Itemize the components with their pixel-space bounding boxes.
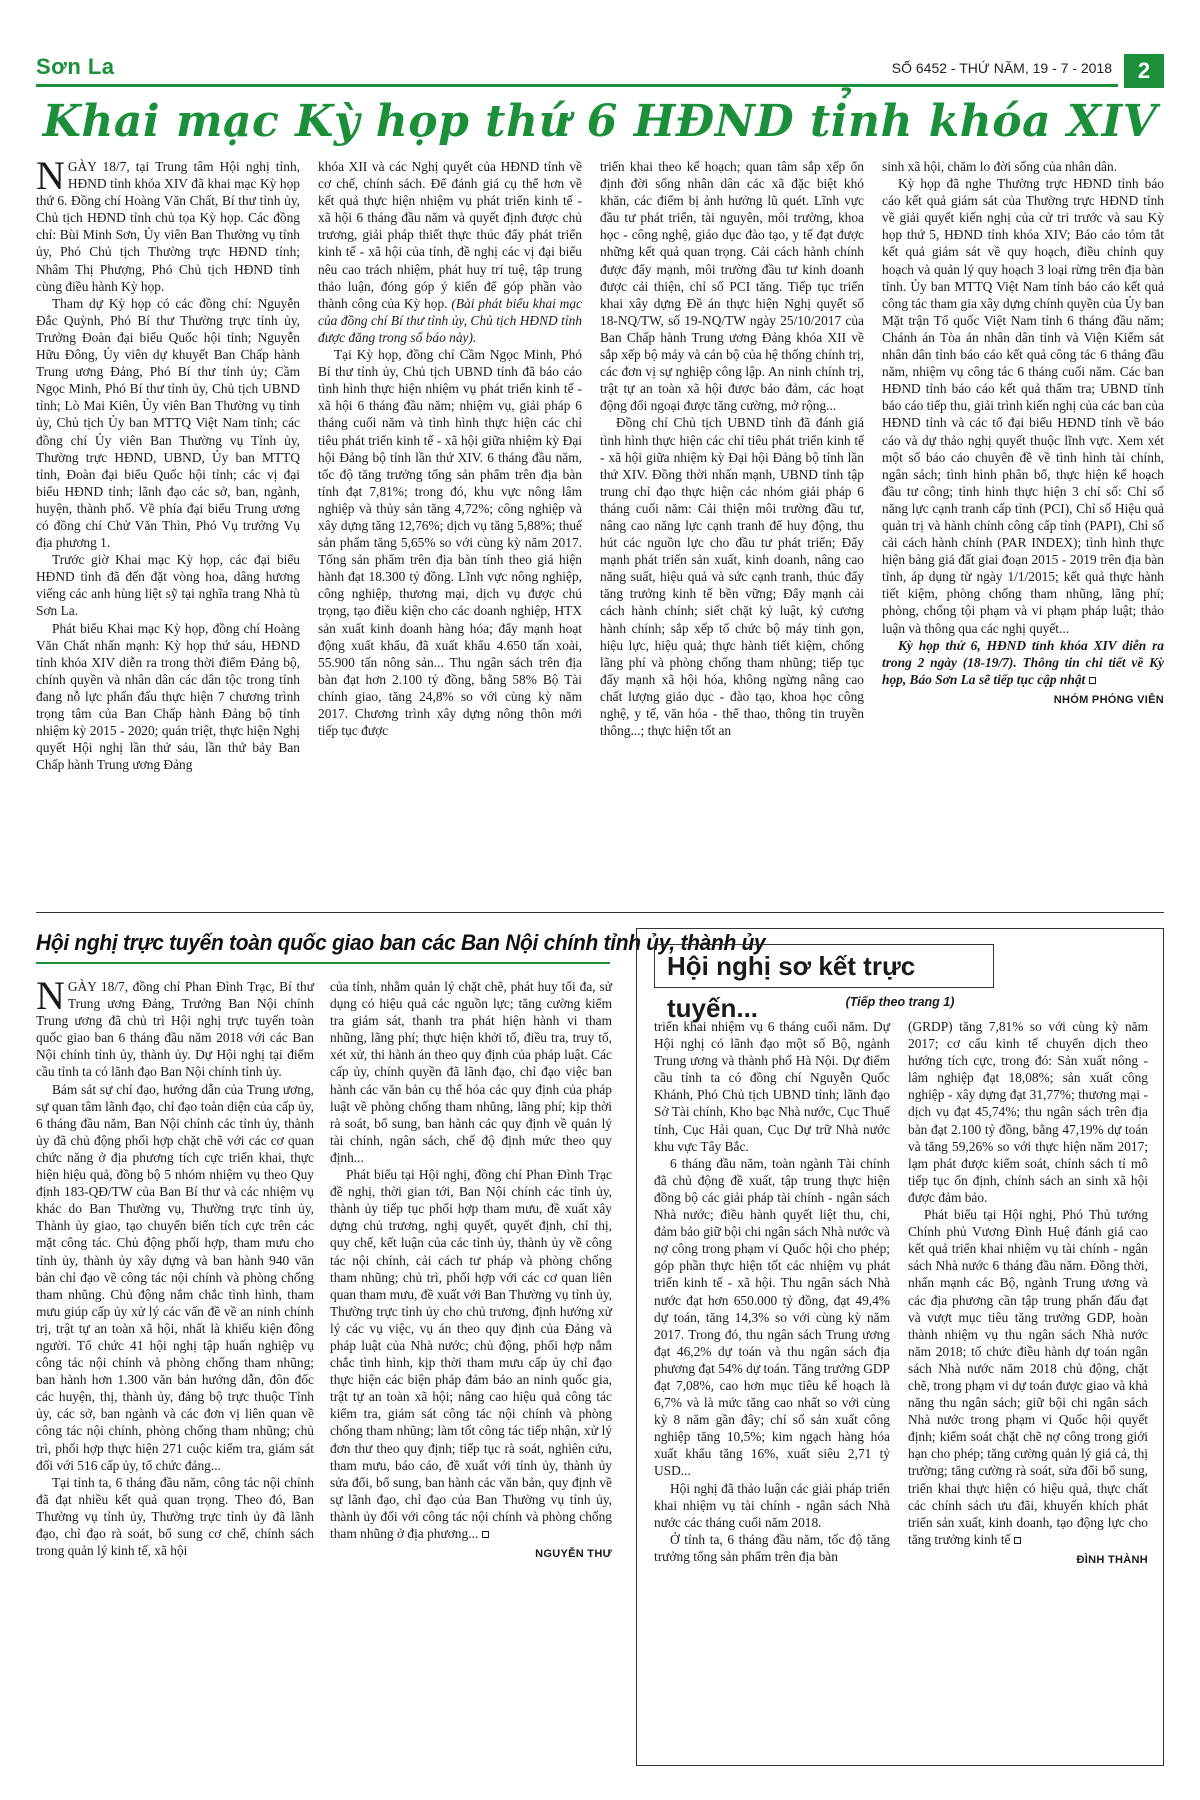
- article3-column-2: [908, 1018, 1148, 1569]
- continued-note: (Tiếp theo trang 1): [845, 995, 955, 1009]
- masthead: [36, 54, 1164, 88]
- section-divider: [36, 912, 1164, 913]
- article3-headline: Hội nghị sơ kết trực tuyến...: [654, 944, 994, 988]
- article1-headline: Khai mạc Kỳ họp thứ 6 HĐND tỉnh khóa XIV: [42, 96, 1158, 147]
- paragraph: Phát biểu tại Hội nghị, đồng chí Phan Đình Trạc đề nghị, thời gian tới, Ban Nội chính các tỉnh ủy, thành ủy tiếp tục phối hợp tham mưu, đề xuất xây dựng chủ trương, nghị quyết, quyết định, chỉ thị, quy chế, kết luận của các tỉnh ủy, thành ủy về công tác nội chính, cải cách tư pháp và phòng chống tham nhũng; chủ trì, phối hợp với các cơ quan liên quan tham mưu, đề xuất với Ban Thường vụ tỉnh ủy, Thường trực tỉnh ủy cho chủ trương, định hướng xử lý các vụ việc, vụ án theo quy định của Đảng và pháp luật của Nhà nước; chủ động, phối hợp nắm chắc tình hình, kịp thời tham mưu cấp ủy chỉ đạo thực hiện các biện pháp đảm bảo an ninh quốc gia, trật tự an toàn xã hội; nâng cao hiệu quả công tác kiểm tra, giám sát công tác nội chính và phòng chống tham nhũng; làm tốt công tác tiếp nhận, xử lý đơn thư theo quy định; tiếp tục rà soát, nghiên cứu, tham mưu, báo cáo, đề xuất với tỉnh ủy, thành ủy sửa đổi, bổ sung, ban hành các văn bản, quy định về sự lãnh đạo, chỉ đạo của Ban Thường vụ tỉnh ủy, thành ủy đối với công tác nội chính và phòng chống tham nhũng ở địa phương...: [330, 1167, 612, 1541]
- paragraph: triển khai theo kế hoạch; quan tâm sắp xếp ổn định đời sống nhân dân các xã đặc biệt khó khăn, các điểm bị ảnh hưởng lũ quét. Lĩnh vực đầu tư phát triển, tài nguyên, môi trường, khoa học - công nghệ, giáo dục đào tạo, y tế đạt được những kết quả quan trọng. Cải cách hành chính được đẩy mạnh, môi trường đầu tư kinh doanh được cải thiện, chỉ số PCI tăng. Tiếp tục triển khai xây dựng Đề án thực hiện Nghị quyết số 18-NQ/TW, số 19-NQ/TW ngày 25/10/2017 của Ban Chấp hành Trung ương Đảng khóa XII về sắp xếp bộ máy và cán bộ của hệ thống chính trị, các đơn vị sự nghiệp công lập. An ninh chính trị, trật tự an toàn xã hội được bảo đảm, các hoạt động đối ngoại được tăng cường, mở rộng...: [600, 159, 864, 414]
- article2-headline: Hội nghị trực tuyến toàn quốc giao ban các Ban Nội chính tỉnh ủy, thành ủy: [36, 930, 766, 955]
- closing-note: Kỳ họp thứ 6, HĐND tỉnh khóa XIV diễn ra trong 2 ngày (18-19/7). Thông tin chi tiết về Kỳ họp, Báo Sơn La sẽ tiếp tục cập nhật: [882, 637, 1164, 687]
- issue-info: SỐ 6452 - THỨ NĂM, 19 - 7 - 2018: [891, 60, 1112, 76]
- article1-column-3: [600, 158, 864, 739]
- paragraph: Hội nghị đã thảo luận các giải pháp triển khai nhiệm vụ tài chính - ngân sách Nhà nước các tháng cuối năm 2018.: [654, 1480, 890, 1530]
- end-mark-icon: [1014, 1537, 1021, 1544]
- article2-column-2: [330, 978, 612, 1563]
- paragraph: Trước giờ Khai mạc Kỳ họp, các đại biểu HĐND tỉnh đã đến đặt vòng hoa, dâng hương viếng các anh hùng liệt sỹ tại nghĩa trang Nhà tù Sơn La.: [36, 552, 300, 619]
- byline: NGUYỄN THƯ: [535, 1548, 612, 1561]
- paragraph: triển khai nhiệm vụ 6 tháng cuối năm. Dự Hội nghị có lãnh đạo một số Bộ, ngành Trung ương và thành phố Hà Nội. Dự điểm cầu tỉnh ta có đồng chí Nguyễn Quốc Khánh, Phó Chủ tịch UBND tỉnh; lãnh đạo Sở Tài chính, Kho bạc Nhà nước, Cục Thuế tỉnh, Cục Hải quan, Cục Dự trữ Nhà nước khu vực Tây Bắc.: [654, 1019, 890, 1154]
- byline: ĐÌNH THÀNH: [1076, 1553, 1148, 1566]
- paragraph: GÀY 18/7, tại Trung tâm Hội nghị tỉnh, HĐND tỉnh khóa XIV đã khai mạc Kỳ họp thứ 6. Đồng chí Hoàng Văn Chất, Bí thư tỉnh ủy, Chủ tịch HĐND tỉnh chủ tọa Kỳ họp. Các đồng chí: Bùi Minh Sơn, Ủy viên Ban Thường vụ tỉnh ủy, Phó Chủ tịch Thường trực HĐND tỉnh; Nhâm Thị Phượng, Phó Chủ tịch HĐND tỉnh cùng điều hành Kỳ họp.: [36, 159, 300, 294]
- masthead-rule: [36, 84, 1118, 87]
- paragraph: GÀY 18/7, đồng chí Phan Đình Trạc, Bí thư Trung ương Đảng, Trưởng Ban Nội chính Trung ương đã chủ trì Hội nghị trực tuyến toàn quốc giao ban 6 tháng đầu năm 2018 với các Ban Nội chính tỉnh ủy, thành ủy. Dự Hội nghị tại điểm cầu tỉnh ta có lãnh đạo Ban Nội chính tỉnh ủy.: [36, 979, 314, 1080]
- paragraph: (GRDP) tăng 7,81% so với cùng kỳ năm 2017; cơ cấu kinh tế chuyển dịch theo hướng tích cực, trong đó: Sản xuất nông - lâm nghiệp đạt 18,08%; sản xuất công nghiệp - xây dựng đạt 31,77%; thương mại - dịch vụ đạt 45,74%; thu ngân sách trên địa bàn đạt 2.100 tỷ đồng, bằng 47,19% dự toán và tăng 59,26% so với thực hiện năm 2017; lạm phát được kiểm soát, chính sách tỉ mô tiếp tục ổn định, chính sách an sinh xã hội được đảm bảo.: [908, 1019, 1148, 1205]
- paragraph: Đồng chí Chủ tịch UBND tỉnh đã đánh giá tình hình thực hiện các chỉ tiêu phát triển kinh tế - xã hội giữa nhiệm kỳ Đại hội Đảng bộ tỉnh lần thứ XIV. Đồng thời nhấn mạnh, UBND tỉnh tập trung chỉ đạo thực hiện các nhóm giải pháp 6 tháng cuối năm: Cải thiện môi trường đầu tư, nâng cao năng lực cạnh tranh để huy động, thu hút các nguồn lực cho đầu tư phát triển; Đẩy mạnh phát triển sản xuất, kinh doanh, nâng cao năng suất, hiệu quả và sức cạnh tranh, thúc đẩy tăng trưởng kinh tế bền vững; Đẩy mạnh cải cách hành chính; siết chặt kỷ luật, kỷ cương hành chính; sắp xếp tổ chức bộ máy tinh gọn, hiệu lực, hiệu quả; thực hành tiết kiệm, chống lãng phí và phòng chống tham nhũng; tiếp tục đẩy mạnh xã hội hóa, không ngừng nâng cao chất lượng giáo dục - đào tạo, khoa học công nghệ, y tế, văn hóa - thể thao, thông tin truyền thông...; thực hiện tốt an: [600, 415, 864, 739]
- headline-underline: [36, 962, 610, 964]
- paragraph: khóa XII và các Nghị quyết của HĐND tỉnh về cơ chế, chính sách. Để đánh giá cụ thể hơn về kết quả thực hiện nhiệm vụ phát triển kinh tế - xã hội 6 tháng đầu năm và quyết định được chủ trương, giải pháp thiết thực thúc đẩy phát triển kinh tế - xã hội của tỉnh, đề nghị các vị đại biểu nêu cao trách nhiệm, phát huy trí tuệ, tập trung thảo luận, đóng góp ý kiến để góp phần vào thành công của Kỳ họp.: [318, 159, 582, 311]
- page-number: 2: [1124, 54, 1164, 88]
- paragraph: Kỳ họp đã nghe Thường trực HĐND tỉnh báo cáo kết quả giám sát của Thường trực HĐND tỉnh về giải quyết kiến nghị của cử tri trước và sau Kỳ họp thứ 5, HĐND tỉnh khóa XIV; Báo cáo tóm tắt kết quả giám sát về quy hoạch, điều chỉnh quy hoạch và quản lý quy hoạch 3 loại rừng trên địa bàn tỉnh. Ủy ban MTTQ Việt Nam tỉnh báo cáo kết quả công tác tham gia xây dựng chính quyền của Ủy ban Mặt trận Tổ quốc Việt Nam tỉnh 6 tháng đầu năm; Chánh án Tòa án nhân dân tỉnh và Viện Kiểm sát nhân dân tỉnh báo cáo kết quả công tác 6 tháng đầu năm, nhiệm vụ công tác 6 tháng cuối năm. Các ban HĐND tỉnh báo cáo kết quả thẩm tra; UBND tỉnh báo cáo tiếp thu, giải trình kiến nghị của các ban của HĐND tỉnh và các tổ đại biểu HĐND tỉnh về báo cáo và dự thảo nghị quyết thuộc lĩnh vực. Xem xét một số báo cáo chuyên đề về tình hình tài chính, ngân sách; tình hình phân bổ, thực hiện kế hoạch đầu tư công; tình hình thực hiện 3 chỉ số: Chỉ số năng lực cạnh tranh cấp tỉnh (PCI), Chỉ số Hiệu quả quản trị và hành chính công cấp tỉnh (PAPI), Chỉ số cải cách hành chính (PAR INDEX); tình hình thực hiện bảng giá đất giai đoạn 2015 - 2019 trên địa bàn tỉnh, áp dụng từ ngày 1/1/2015; kết quả thực hành tiết kiệm, phòng chống tham nhũng, lãng phí; phòng, chống tội phạm và vi phạm pháp luật; thảo luận và thông qua các nghị quyết...: [882, 176, 1164, 636]
- article2-column-1: [36, 973, 314, 1559]
- paragraph: Tại Kỳ họp, đồng chí Cầm Ngọc Minh, Phó Bí thư tỉnh ủy, Chủ tịch UBND tỉnh đã báo cáo tình hình thực hiện nhiệm vụ phát triển kinh tế - xã hội 6 tháng đầu năm; nhiệm vụ, giải pháp 6 tháng cuối năm và tình hình thực hiện các chỉ tiêu phát triển kinh tế - xã hội giữa nhiệm kỳ Đại hội Đảng bộ tỉnh lần thứ XIV. 6 tháng đầu năm, tốc độ tăng trưởng tổng sản phẩm trên địa bàn tỉnh đạt 7,81%; trong đó, khu vực nông lâm nghiệp và thủy sản tăng 4,72%; công nghiệp và xây dựng tăng 12,76%; dịch vụ tăng 5,88%; thuế sản phẩm tăng 5,65% so với cùng kỳ năm 2017. Tổng sản phẩm trên địa bàn tính theo giá hiện hành đạt 18.300 tỷ đồng. Lĩnh vực nông nghiệp, công nghiệp, thương mại, dịch vụ được chú trọng, tạo điều kiện cho các doanh nghiệp, HTX sản xuất kinh doanh hàng hóa; đẩy mạnh hoạt động xuất khẩu, đã xuất khẩu 4.650 tấn xoài, 55.900 tấn nông sản... Thu ngân sách trên địa bàn đạt hơn 2.100 tỷ đồng, bằng 58% Bộ Tài chính giao, tăng 24,8% so với cùng kỳ năm 2017. Chương trình xây dựng nông thôn mới tiếp tục được: [318, 347, 582, 739]
- byline: NHÓM PHÓNG VIÊN: [1053, 693, 1164, 706]
- article1-column-1: [36, 153, 300, 773]
- paragraph: Tham dự Kỳ họp có các đồng chí: Nguyễn Đắc Quỳnh, Phó Bí thư Thường trực tỉnh ủy, Trưởng Đoàn đại biểu Quốc hội tỉnh; Nguyễn Hữu Đông, Ủy viên dự khuyết Ban Chấp hành Trung ương Đảng, Phó Bí thư tỉnh ủy; Cầm Ngọc Minh, Phó Bí thư tỉnh ủy, Chủ tịch UBND tỉnh; Lò Mai Kiên, Ủy viên Ban Thường vụ tỉnh ủy, Chủ tịch Ủy ban MTTQ Việt Nam tỉnh; các đồng chí Ủy viên Ban Thường vụ Tỉnh ủy, Thường trực HĐND, UBND, Ủy ban MTTQ tỉnh, Đoàn đại biểu Quốc hội tỉnh; các vị đại biểu HĐND tỉnh; lãnh đạo các sở, ban, ngành, huyện, thành phố. Về phía đại biểu Trung ương có đồng chí Chử Văn Thìn, Phó Vụ trưởng Vụ địa phương 1.: [36, 295, 300, 551]
- article1-column-2: [318, 158, 582, 739]
- newspaper-brand: Sơn La: [36, 54, 115, 79]
- paragraph: của tỉnh, nhằm quản lý chặt chẽ, phát huy tối đa, sử dụng có hiệu quả các nguồn lực; tăng cường kiểm tra giám sát, thanh tra phát hiện hành vi tham nhũng, lãng phí; thực hiện khởi tố, điều tra, truy tố, xét xử, thi hành án theo quy định của pháp luật. Các cấp ủy, chính quyền đã lãnh đạo, chỉ đạo việc ban hành các văn bản cụ thể hóa các quy định của pháp luật về phòng chống tham nhũng, lãng phí; kịp thời rà soát, bổ sung, ban hành các quy định về quản lý tài chính, ngân sách, chế độ định mức theo quy định...: [330, 979, 612, 1165]
- dropcap: N: [36, 973, 65, 1018]
- end-mark-icon: [482, 1531, 489, 1538]
- paragraph: Phát biểu tại Hội nghị, Phó Thủ tướng Chính phủ Vương Đình Huệ đánh giá cao kết quả triển khai nhiệm vụ tài chính - ngân sách Nhà nước 6 tháng đầu năm. Đồng thời, nhấn mạnh các Bộ, ngành Trung ương và các địa phương cần tập trung phấn đấu đạt và vượt mục tiêu tăng trưởng GDP, hoàn thành nhiệm vụ thu ngân sách Nhà nước năm 2018; tổ chức điều hành dự toán ngân sách Nhà nước năm 2018 chủ động, chặt chẽ, trong phạm vi dự toán được giao và khả năng thu ngân sách; giữ bội chi ngân sách Nhà nước trong phạm vi Quốc hội quyết định; kiểm soát chặt chẽ nợ công trong giới hạn cho phép; tăng cường quản lý giá cả, thị trường; tăng cường rà soát, sửa đổi bổ sung, triển khai thực hiện có hiệu quả, thực chất các chính sách ưu đãi, khuyến khích phát triển sản xuất, kinh doanh, tạo động lực cho tăng trưởng kinh tế: [908, 1207, 1148, 1547]
- article1-column-4: [882, 158, 1164, 709]
- dropcap: N: [36, 153, 65, 198]
- paragraph: 6 tháng đầu năm, toàn ngành Tài chính đã chủ động đề xuất, tập trung thực hiện đồng bộ các giải pháp tài chính - ngân sách Nhà nước; điều hành quyết liệt thu, chi, đảm bảo giữ bội chi ngân sách Nhà nước và nợ công trong phạm vi Quốc hội cho phép; góp phần thực hiện tốt các nhiệm vụ phát triển kinh tế - xã hội. Thu ngân sách Nhà nước đạt hơn 650.000 tỷ đồng, đạt 49,4% dự toán, tăng 14,3% so với cùng kỳ năm 2017. Trong đó, thu ngân sách Trung ương đạt 46,2% dự toán và thu ngân sách địa phương đạt 54% dự toán. Tăng trưởng GDP đạt 7,08%, cao hơn mục tiêu kế hoạch là 6,7% và là mức tăng cao nhất so với cùng kỳ 8 năm gần đây; chỉ số sản xuất công nghiệp tăng 10,5%; kim ngạch hàng hóa xuất khẩu tăng 16%, xuất siêu 2,71 tỷ USD...: [654, 1155, 890, 1479]
- paragraph: sinh xã hội, chăm lo đời sống của nhân dân.: [882, 159, 1118, 174]
- article3-column-1: [654, 1018, 890, 1565]
- italic-note: (Bài phát biểu khai mạc của đồng chí Bí thư tỉnh ủy, Chủ tịch HĐND tỉnh được đăng trong số báo này).: [318, 295, 582, 345]
- paragraph: Bám sát sự chỉ đạo, hướng dẫn của Trung ương, sự quan tâm lãnh đạo, chỉ đạo toàn diện của cấp ủy, 6 tháng đầu năm, Ban Nội chính các tỉnh ủy, thành ủy đã chủ động phối hợp chặt chẽ với các cơ quan chức năng ở địa phương tích cực triển khai, thực hiện hiệu quả, đồng bộ 5 nhóm nhiệm vụ theo Quy định 183-QĐ/TW của Ban Bí thư và các nhiệm vụ khác do Ban Thường vụ, Thường trực tỉnh ủy, Thành ủy giao, tạo chuyển biến tích cực trên các mặt công tác. Chủ động phối hợp, tham mưu cho tỉnh ủy, thành ủy xây dựng và ban hành 940 văn bản chỉ đạo về công tác nội chính và phòng chống tham nhũng. Chủ động nắm chắc tình hình, tham mưu giúp cấp ủy xử lý các vấn đề về an ninh chính trị, trật tự an toàn xã hội, nhất là khiếu kiện đông người. Tổ chức 41 hội nghị tập huấn nghiệp vụ công tác nội chính và phòng chống tham nhũng; ban hành hơn 1.300 văn bản hướng dẫn, đôn đốc các huyện, thị, thành ủy, đảng bộ trực thuộc Tỉnh ủy, các sở, ban ngành và các đơn vị liên quan về công tác nội chính, phòng chống tham nhũng; chủ trì, phối hợp thực hiện 271 cuộc kiểm tra, giám sát đối với 516 cấp ủy, tổ chức đảng...: [36, 1081, 314, 1473]
- paragraph: Phát biểu Khai mạc Kỳ họp, đồng chí Hoàng Văn Chất nhấn mạnh: Kỳ họp thứ sáu, HĐND tỉnh khóa XIV diễn ra trong thời điểm Đảng bộ, chính quyền và nhân dân các dân tộc trong tỉnh đang nỗ lực phấn đấu thực hiện 7 chương trình trọng tâm của Ban Chấp hành Đảng bộ tỉnh nhiệm kỳ 2015 - 2020; quán triệt, thực hiện Nghị quyết Hội nghị lần thứ sáu, lần thứ bảy Ban Chấp hành Trung ương Đảng: [36, 620, 300, 773]
- paragraph: Ở tỉnh ta, 6 tháng đầu năm, tốc độ tăng trưởng tổng sản phẩm trên địa bàn: [654, 1531, 890, 1564]
- paragraph: Tại tỉnh ta, 6 tháng đầu năm, công tác nội chính đã đạt nhiều kết quả quan trọng. Theo đó, Ban Thường vụ tỉnh ủy, Thường trực tỉnh ủy đã lãnh đạo, chỉ đạo rà soát, bổ sung cơ chế, chính sách trong quản lý kinh tế, xã hội: [36, 1474, 314, 1559]
- end-mark-icon: [1089, 677, 1096, 684]
